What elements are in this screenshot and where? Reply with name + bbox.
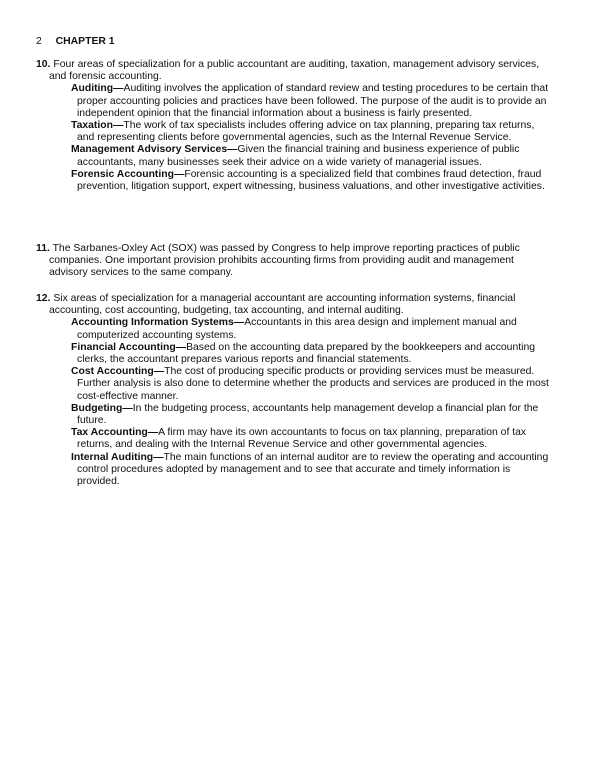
answer-item bbox=[71, 342, 550, 366]
answer-item bbox=[71, 317, 550, 341]
question-number: 11. bbox=[36, 243, 50, 254]
answer-text: Forensic accounting is a specialized field that combines fraud detection, fraud prevention, litigation support, expert witnessing, business valuations, and other investigative activities. bbox=[77, 168, 545, 193]
answer-text: The work of tax specialists includes offering advice on tax planning, preparing tax returns, and representing clients before governmental agencies, such as the Internal Revenue Service. bbox=[77, 120, 535, 144]
answer-term: Management Advisory Services— bbox=[71, 144, 238, 156]
answer-term: Taxation— bbox=[71, 120, 124, 132]
page-number: 2 bbox=[36, 36, 42, 47]
answer-text: A firm may have its own accountants to focus on tax planning, preparation of tax returns, and dealing with the Internal Revenue Service and other governmental agencies. bbox=[77, 427, 527, 451]
answer-item bbox=[71, 83, 550, 120]
answer-term: Internal Auditing— bbox=[71, 451, 164, 463]
answer-text: Based on the accounting data prepared by the bookkeepers and accounting clerks, the accountant prepares various reports and financial statements. bbox=[77, 341, 535, 366]
question-12 bbox=[36, 293, 550, 488]
question-number: 10. bbox=[36, 59, 51, 70]
question-number: 12. bbox=[36, 293, 51, 304]
answer-term: Tax Accounting— bbox=[71, 427, 159, 439]
answer-item bbox=[71, 144, 550, 168]
answer-item bbox=[71, 427, 550, 451]
answer-item bbox=[71, 366, 550, 403]
answer-text: Given the financial training and business experience of public accountants, many businesses seek their advice on a wide variety of managerial issues. bbox=[77, 144, 520, 168]
question-10 bbox=[36, 59, 550, 193]
page-header bbox=[36, 36, 115, 48]
answer-item bbox=[71, 403, 550, 427]
answer-text: Accountants in this area design and implement manual and computerized accounting systems. bbox=[77, 317, 517, 341]
answer-term: Forensic Accounting— bbox=[71, 168, 185, 180]
answer-term: Cost Accounting— bbox=[71, 366, 165, 378]
answer-item bbox=[71, 120, 550, 144]
answer-text: The cost of producing specific products or providing services must be measured. Further analysis is also done to determine whether the products and services are produced in the most cost-effective manner. bbox=[77, 366, 549, 402]
question-text: The Sarbanes-Oxley Act (SOX) was passed by Congress to help improve reporting practices of public companies. One important provision prohibits accounting firms from providing audit and management advisory services to the same company. bbox=[49, 243, 520, 279]
answer-text: Auditing involves the application of standard review and testing procedures to be certain that proper accounting policies and practices have been followed. The purpose of the audit is to provide an independent opinion that the financial information about a business is fairly presented. bbox=[77, 83, 549, 119]
question-11 bbox=[36, 243, 550, 280]
question-12-intro bbox=[36, 293, 550, 317]
answer-term: Auditing— bbox=[71, 83, 124, 95]
chapter-title: CHAPTER 1 bbox=[55, 36, 115, 47]
question-11-intro bbox=[36, 243, 550, 280]
question-10-intro bbox=[36, 59, 550, 83]
answer-term: Financial Accounting— bbox=[71, 341, 187, 353]
question-text: Four areas of specialization for a public accountant are auditing, taxation, management advisory services, and forensic accounting. bbox=[49, 59, 540, 83]
answer-text: In the budgeting process, accountants help management develop a financial plan for the future. bbox=[77, 402, 539, 427]
answer-item bbox=[71, 452, 550, 489]
answer-term: Budgeting— bbox=[71, 402, 133, 414]
answer-term: Accounting Information Systems— bbox=[71, 317, 245, 329]
answer-text: The main functions of an internal auditor are to review the operating and accounting control procedures adopted by management and to see that accurate and timely information is provided. bbox=[77, 451, 549, 488]
answer-item bbox=[71, 169, 550, 193]
question-text: Six areas of specialization for a managerial accountant are accounting information systems, financial accounting, cost accounting, budgeting, tax accounting, and internal auditing. bbox=[49, 293, 516, 317]
